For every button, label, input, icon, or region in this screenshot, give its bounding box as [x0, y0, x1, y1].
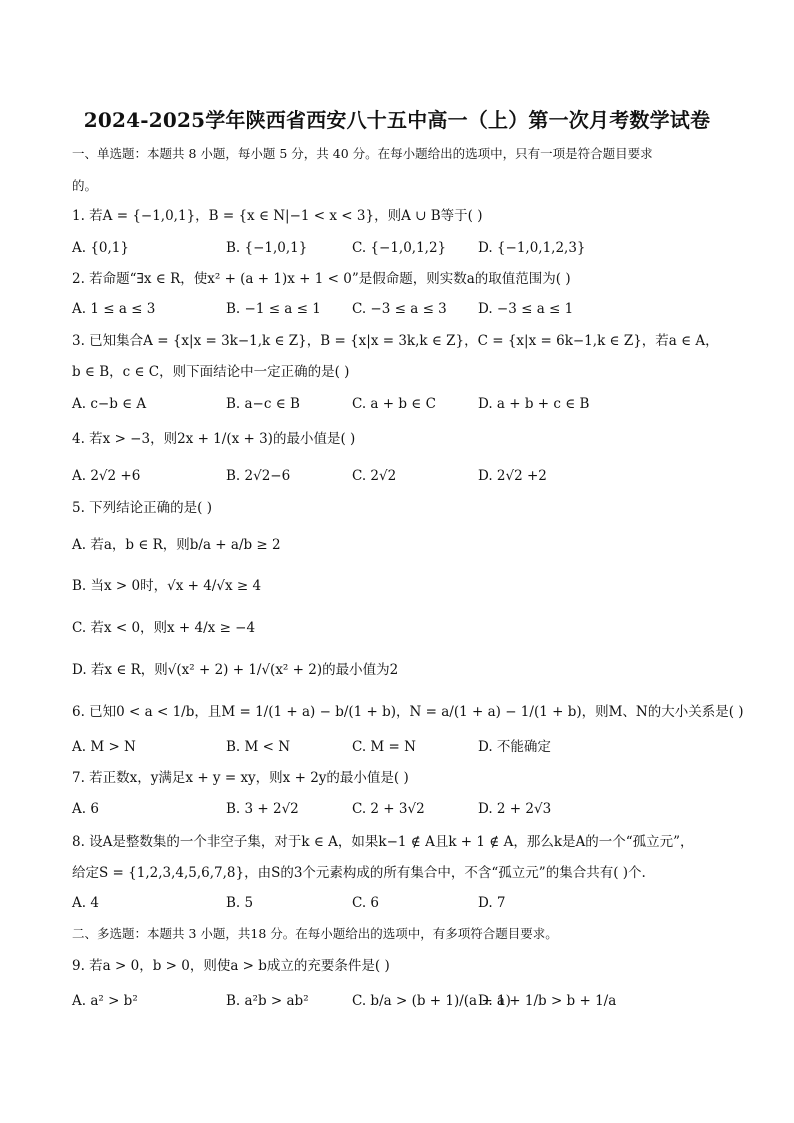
q6-option-b: B. M < N [226, 739, 291, 755]
q8-stem-line2: 给定S = {1,2,3,4,5,6,7,8}，由S的3个元素构成的所有集合中，不含“孤立元”的集合共有( )个. [72, 865, 646, 881]
q7-option-d: D. 2 + 2√3 [478, 801, 552, 817]
q3-option-d: D. a + b + c ∈ B [478, 396, 590, 412]
q4-stem: 4. 若x > −3，则2x + 1/(x + 3)的最小值是( ) [72, 431, 356, 447]
q6-option-c: C. M = N [352, 739, 416, 755]
q1-stem: 1. 若A = {−1,0,1}，B = {x ∈ N|−1 < x < 3}，则A ∪ B等于( ) [72, 208, 483, 224]
q9-option-a: A. a² > b² [72, 993, 138, 1009]
q4-option-b: B. 2√2−6 [226, 468, 291, 484]
q9-stem: 9. 若a > 0，b > 0，则使a > b成立的充要条件是( ) [72, 958, 390, 974]
q2-option-c: C. −3 ≤ a ≤ 3 [352, 301, 447, 317]
section2-heading: 二、多选题：本题共 3 小题，共18 分。在每小题给出的选项中，有多项符合题目要求。 [72, 926, 558, 941]
q7-option-b: B. 3 + 2√2 [226, 801, 299, 817]
q6-option-d: D. 不能确定 [478, 739, 551, 755]
q2-option-a: A. 1 ≤ a ≤ 3 [72, 301, 156, 317]
q2-stem: 2. 若命题“∃x ∈ R，使x² + (a + 1)x + 1 < 0”是假命题，则实数a的取值范围为( ) [72, 271, 571, 287]
q6-option-a: A. M > N [72, 739, 136, 755]
q4-option-a: A. 2√2 +6 [72, 468, 141, 484]
q8-option-c: C. 6 [352, 895, 380, 911]
q5-option-a: A. 若a，b ∈ R，则b/a + a/b ≥ 2 [72, 537, 281, 553]
q8-option-d: D. 7 [478, 895, 506, 911]
q1-option-c: C. {−1,0,1,2} [352, 240, 447, 256]
q3-stem-line2: b ∈ B，c ∈ C，则下面结论中一定正确的是( ) [72, 364, 350, 380]
q3-stem-line1: 3. 已知集合A = {x|x = 3k−1,k ∈ Z}，B = {x|x = 3k,k ∈ Z}，C = {x|x = 6k−1,k ∈ Z}，若a ∈ A， [72, 333, 719, 349]
q8-option-a: A. 4 [72, 895, 99, 911]
q4-option-d: D. 2√2 +2 [478, 468, 547, 484]
q9-option-d: D. a + 1/b > b + 1/a [478, 993, 617, 1009]
section1-heading-cont: 的。 [72, 178, 98, 193]
q3-option-a: A. c−b ∈ A [72, 396, 147, 412]
q7-option-c: C. 2 + 3√2 [352, 801, 425, 817]
q5-option-d: D. 若x ∈ R，则√(x² + 2) + 1/√(x² + 2)的最小值为2 [72, 662, 399, 678]
q7-stem: 7. 若正数x，y满足x + y = xy，则x + 2y的最小值是( ) [72, 770, 409, 786]
q1-option-d: D. {−1,0,1,2,3} [478, 240, 586, 256]
section1-heading: 一、单选题：本题共 8 小题，每小题 5 分，共 40 分。在每小题给出的选项中，只有一项是符合题目要求 [72, 146, 653, 161]
q2-option-b: B. −1 ≤ a ≤ 1 [226, 301, 321, 317]
q1-option-a: A. {0,1} [72, 240, 129, 256]
q3-option-c: C. a + b ∈ C [352, 396, 436, 412]
q5-option-b: B. 当x > 0时，√x + 4/√x ≥ 4 [72, 578, 262, 594]
q2-option-d: D. −3 ≤ a ≤ 1 [478, 301, 574, 317]
q7-option-a: A. 6 [72, 801, 99, 817]
q9-option-b: B. a²b > ab² [226, 993, 309, 1009]
q4-option-c: C. 2√2 [352, 468, 397, 484]
q8-option-b: B. 5 [226, 895, 254, 911]
q3-option-b: B. a−c ∈ B [226, 396, 300, 412]
q9-option-c: C. b/a > (b + 1)/(a + 1) [352, 993, 511, 1009]
exam-title: 2024-2025学年陕西省西安八十五中高一（上）第一次月考数学试卷 [83, 108, 711, 132]
q8-stem-line1: 8. 设A是整数集的一个非空子集，对于k ∈ A，如果k−1 ∉ A且k + 1 ∉ A，那么k是A的一个“孤立元”， [72, 834, 694, 850]
q1-option-b: B. {−1,0,1} [226, 240, 308, 256]
q5-stem: 5. 下列结论正确的是( ) [72, 500, 212, 516]
q6-stem: 6. 已知0 < a < 1/b，且M = 1/(1 + a) − b/(1 + b)，N = a/(1 + a) − 1/(1 + b)，则M、N的大小关系是( ) [72, 704, 744, 720]
q5-option-c: C. 若x < 0，则x + 4/x ≥ −4 [72, 620, 256, 636]
